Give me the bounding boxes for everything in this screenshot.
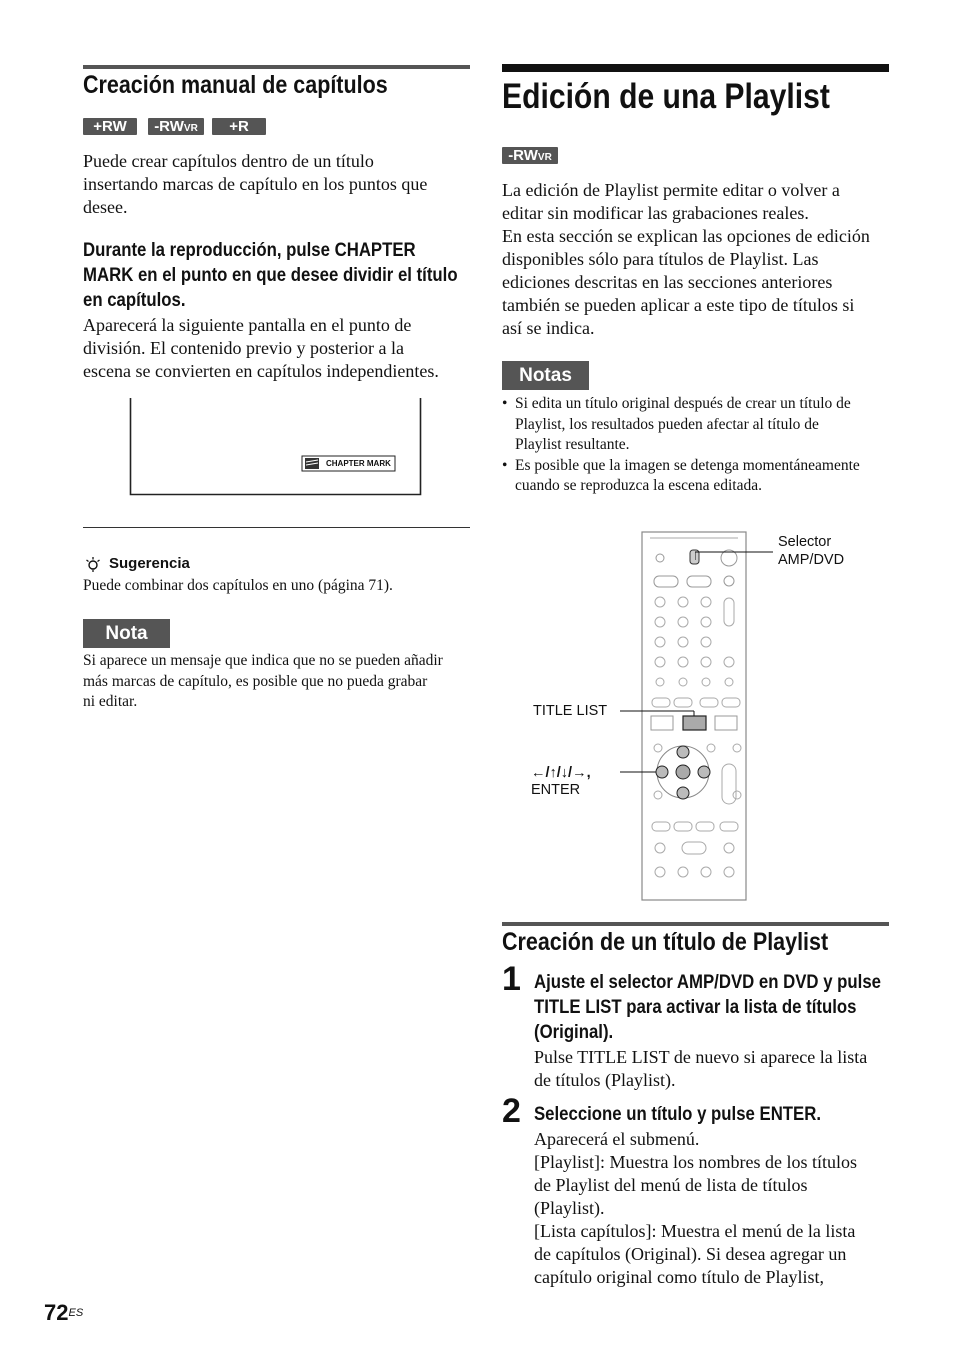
screen-illustration <box>129 398 422 496</box>
tip-title: Sugerencia <box>109 555 190 572</box>
step-text: Pulse TITLE LIST de nuevo si aparece la lista de títulos (Playlist). <box>534 1047 868 1090</box>
step-instruction: Ajuste el selector AMP/DVD en DVD y pulse TITLE LIST para activar la lista de títulos (Original). <box>534 971 881 1043</box>
divider <box>83 527 470 528</box>
top-rule-right <box>502 64 889 72</box>
selector-label: Selector AMP/DVD <box>778 534 845 568</box>
subheading-rule <box>502 922 889 926</box>
step-number: 2 <box>502 1092 521 1130</box>
note-label: Nota <box>83 619 170 648</box>
remote-control-illustration <box>620 530 780 902</box>
result-paragraph: Aparecerá la siguiente pantalla en el punto de división. El contenido previo y posterior a la escena se convierten en capítulos independientes. <box>83 315 439 381</box>
format-badge-minus-rw-vr: -RWVR <box>148 118 204 135</box>
intro-paragraph: Puede crear capítulos dentro de un título insertando marcas de capítulo en los puntos que desee. <box>83 151 428 217</box>
step-instruction: Seleccione un título y pulse ENTER. <box>534 1103 822 1125</box>
title-list-label: TITLE LIST <box>533 703 608 719</box>
step-number: 1 <box>502 960 521 998</box>
format-badge-plus-rw: +RW <box>83 118 137 135</box>
chapter-mark-label: CHAPTER MARK <box>326 459 391 468</box>
playlist-intro: La edición de Playlist permite editar o volver a editar sin modificar las grabaciones reales. En esta sección se explican las opciones de edición disponibles sólo para títulos de Playlist. Las ediciones descritas en las secciones anteriores también se pueden aplicar a este tipo de títulos si así se indica. <box>502 180 870 338</box>
section-heading: Creación manual de capítulos <box>83 71 388 99</box>
subheading: Creación de un título de Playlist <box>502 928 829 956</box>
format-badge-plus-r: +R <box>212 118 266 135</box>
tip-text: Puede combinar dos capítulos en uno (página 71). <box>83 577 393 594</box>
page-title: Edición de una Playlist <box>502 77 830 116</box>
format-badge-minus-rw-vr: -RWVR <box>502 147 558 164</box>
top-rule-left <box>83 65 470 69</box>
page-number: $72^{ES}$ <box>44 1300 84 1325</box>
instruction-bold: Durante la reproducción, pulse CHAPTER MARK en el punto en que desee dividir el título en capítulos. <box>83 239 458 311</box>
step-text: Aparecerá el submenú. [Playlist]: Muestra los nombres de los títulos de Playlist del menú de lista de títulos (Playlist). [Lista capítulos]: Muestra el menú de la lista de capítulos (Original). Si desea agregar un capítulo original como título de Playlist, <box>534 1129 857 1287</box>
note-text: Si aparece un mensaje que indica que no se pueden añadir más marcas de capítulo, es posible que no pueda grabar ni editar. <box>83 652 443 710</box>
notes-label: Notas <box>502 361 589 390</box>
enter-label: ENTER <box>531 782 581 798</box>
selector-callout-line <box>695 548 775 558</box>
note-item: • Es posible que la imagen se detenga momentáneamente cuando se reproduzca la escena editada. <box>502 456 860 494</box>
notes-list <box>502 394 860 497</box>
note-item: • Si edita un título original después de crear un título de Playlist, los resultados pueden afectar al título de Playlist resultante. <box>502 395 851 453</box>
arrow-keys-label: ←/↑/↓/→, <box>531 765 591 781</box>
lightbulb-icon <box>84 556 102 574</box>
